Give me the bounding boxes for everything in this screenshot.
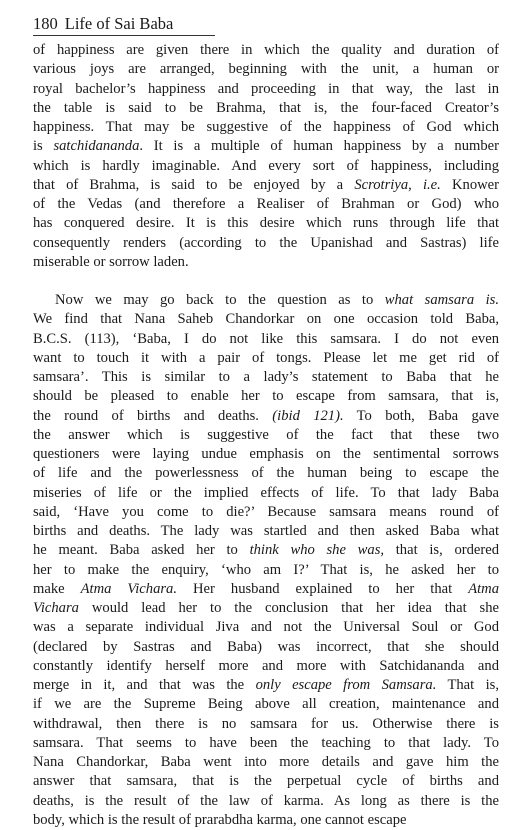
text-line: Nana Chandorkar, Baba went into more details and gave him the	[33, 754, 499, 770]
text-line: the answer which is suggestive of the fact that these two	[33, 426, 499, 443]
page-number: 180	[33, 14, 58, 33]
paragraph-2	[33, 291, 499, 830]
text-line: withdrawal, then there is no samsara for us. Otherwise there is	[33, 715, 499, 732]
text-line: births and deaths. The lady was startled and then asked Baba what	[33, 523, 499, 539]
text-line: of happiness are given there in which the quality and duration of	[33, 42, 499, 58]
text-line: of the Vedas (and therefore a Realiser of Brahman or God) who	[33, 196, 499, 212]
text-line: that of Brahma, is said to be enjoyed by a Scrotriya, i.e. Knower	[33, 176, 500, 193]
text-line: Vichara would lead her to the conclusion that her idea that she	[33, 600, 499, 616]
text-line: the table is said to be Brahma, that is, the four-faced Creator’s	[33, 99, 499, 116]
text-line: has conquered desire. It is this desire which runs through life that	[33, 215, 499, 232]
text-line: royal bachelor’s happiness and proceeding in that way, the last in	[33, 80, 499, 97]
text-line: her to make the enquiry, ‘who am I?’ That is, he asked her to	[33, 561, 499, 578]
text-line: is satchidananda. It is a multiple of human happiness by a number	[33, 138, 499, 155]
text-line: consequently renders (according to the Upanishad and Sastras) life	[33, 234, 499, 251]
text-line: want to touch it with a pair of tongs. Please let me get rid of	[33, 349, 499, 366]
text-line: body, which is the result of prarabdha karma, one cannot escape	[33, 811, 407, 828]
text-line: samsara. That seems to have been the teaching to that lady. To	[33, 734, 499, 751]
text-line: merge in it, and that was the only escape from Samsara. That is,	[33, 677, 499, 693]
text-line: B.C.S. (113), ‘Baba, I do not like this samsara. I do not even	[33, 330, 499, 347]
text-line: questioners were laying undue emphasis on the sentimental sorrows	[33, 446, 499, 462]
text-line: make Atma Vichara. Her husband explained to her that Atma	[33, 580, 499, 597]
text-line: if we are the Supreme Being above all creation, maintenance and	[33, 696, 499, 713]
text-line: which is hardly imaginable. And every sort of happiness, including	[33, 157, 499, 174]
text-line: answer that samsara, that is the perpetual cycle of births and	[33, 773, 499, 790]
text-line: said, ‘Have you come to die?’ Because samsara means round of	[33, 503, 499, 520]
text-line: miserable or sorrow laden.	[33, 253, 189, 270]
text-line: various joys are arranged, beginning with the unit, a human or	[33, 61, 499, 78]
book-page	[33, 14, 499, 830]
text-line: samsara’. This is similar to a lady’s statement to Baba that he	[33, 369, 499, 385]
text-line: he meant. Baba asked her to think who she was, that is, ordered	[33, 542, 500, 559]
text-line: happiness. That may be suggestive of the happiness of God which	[33, 119, 499, 135]
text-line: was a separate individual Jiva and not the Universal Soul or God	[33, 619, 499, 636]
text-line: Now we may go back to the question as to what samsara is.	[55, 292, 499, 308]
running-header	[33, 14, 215, 36]
text-line: should be pleased to enable her to escape from samsara, that is,	[33, 388, 499, 405]
text-line: the round of births and deaths. (ibid 121). To both, Baba gave	[33, 407, 499, 424]
text-line: of life and the powerlessness of the human being to escape the	[33, 465, 499, 482]
running-title: Life of Sai Baba	[64, 14, 174, 33]
text-line: miseries of life or the implied effects of life. To that lady Baba	[33, 484, 499, 501]
text-line: deaths, is the result of the law of karma. As long as there is the	[33, 792, 499, 809]
paragraph-1	[33, 41, 499, 272]
text-line: (declared by Sastras and Baba) was incorrect, that she should	[33, 638, 499, 655]
text-line: constantly identify herself more and more with Satchidananda and	[33, 657, 499, 674]
text-line: We find that Nana Saheb Chandorkar on one occasion told Baba,	[33, 311, 499, 328]
